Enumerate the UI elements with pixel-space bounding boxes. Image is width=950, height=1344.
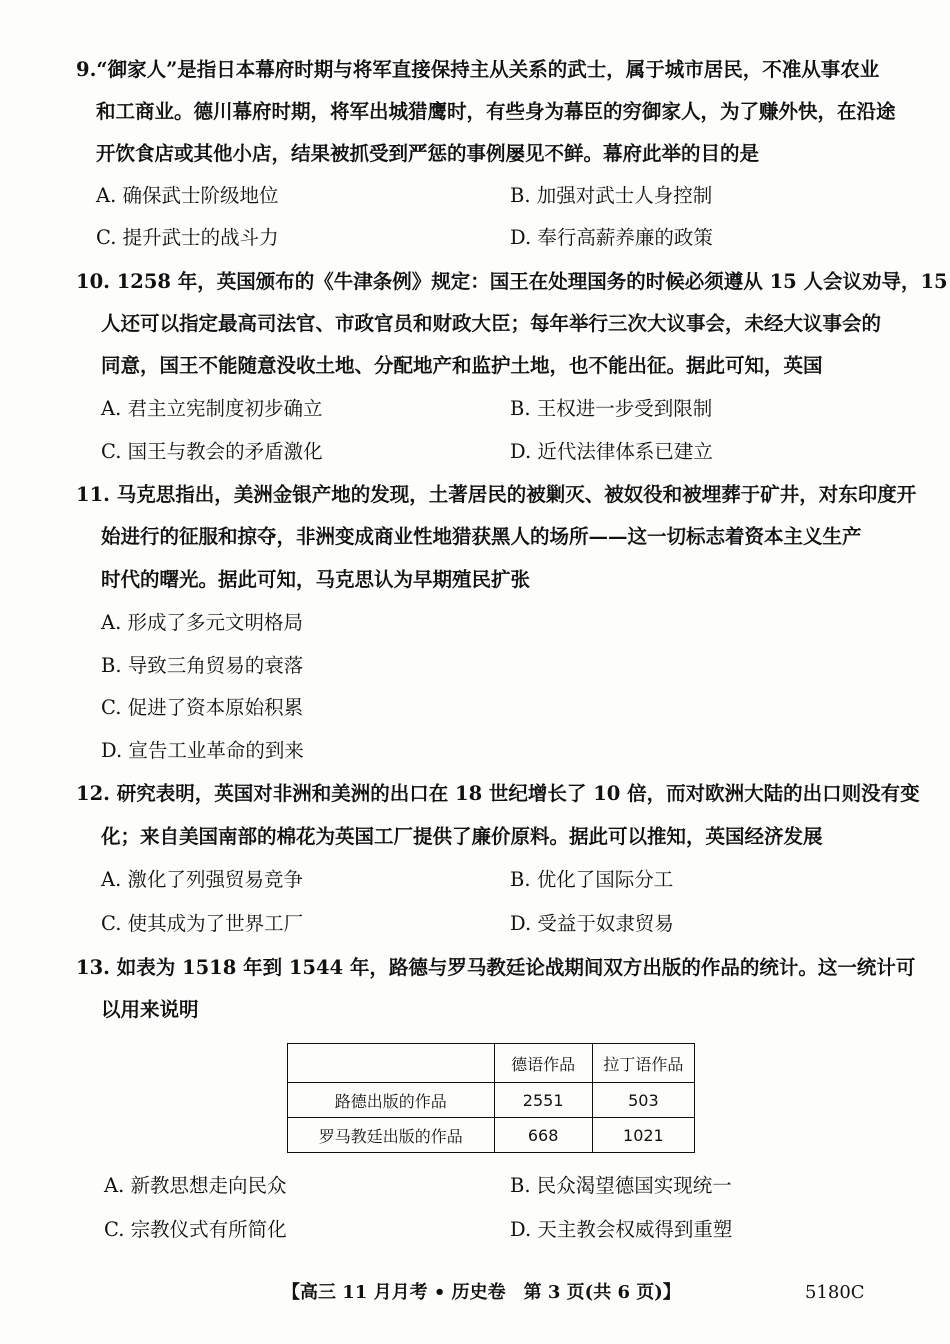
exam-code: 5180C — [805, 1282, 865, 1303]
q11-option-c: C. 促进了资本原始积累 — [101, 696, 304, 719]
table-header-cell: 拉丁语作品 — [592, 1044, 694, 1083]
q13-option-d: D. 天主教会权威得到重塑 — [510, 1218, 733, 1241]
q12-stem-line-1: 12. 研究表明，英国对非洲和美洲的出口在 18 世纪增长了 10 倍，而对欧洲大陆的出口则没有变 — [76, 782, 920, 805]
publication-stats-table — [287, 1043, 695, 1153]
q13-option-c: C. 宗教仪式有所简化 — [104, 1218, 287, 1241]
q11-option-d: D. 宣告工业革命的到来 — [101, 739, 304, 762]
q12-stem-line-2: 化；来自美国南部的棉花为英国工厂提供了廉价原料。据此可以推知，英国经济发展 — [101, 825, 823, 848]
page-footer-label: 【高三 11 月月考 • 历史卷 第 3 页(共 6 页)】 — [282, 1282, 681, 1303]
q13-stem-line-2: 以用来说明 — [101, 998, 199, 1021]
table-cell: 路德出版的作品 — [288, 1083, 495, 1118]
q13-option-b: B. 民众渴望德国实现统一 — [510, 1174, 732, 1197]
q9-stem-line-3: 开饮食店或其他小店，结果被抓受到严惩的事例屡见不鲜。幕府此举的目的是 — [96, 142, 760, 165]
q12-option-c: C. 使其成为了世界工厂 — [101, 912, 304, 935]
q9-stem-line-2: 和工商业。德川幕府时期，将军出城猎鹰时，有些身为幕臣的穷御家人，为了赚外快，在沿途 — [96, 100, 896, 123]
q11-stem-line-2: 始进行的征服和掠夺，非洲变成商业性地猎获黑人的场所——这一切标志着资本主义生产 — [101, 525, 862, 548]
q12-option-d: D. 受益于奴隶贸易 — [510, 912, 674, 935]
q10-option-b: B. 王权进一步受到限制 — [510, 397, 713, 420]
table-cell: 1021 — [592, 1118, 694, 1153]
q13-option-a: A. 新教思想走向民众 — [104, 1174, 287, 1197]
q10-option-a: A. 君主立宪制度初步确立 — [101, 397, 323, 420]
q10-option-c: C. 国王与教会的矛盾激化 — [101, 440, 323, 463]
q11-stem-line-3: 时代的曙光。据此可知，马克思认为早期殖民扩张 — [101, 568, 531, 591]
q11-option-b: B. 导致三角贸易的衰落 — [101, 654, 304, 677]
q10-option-d: D. 近代法律体系已建立 — [510, 440, 713, 463]
q10-stem-line-1: 10. 1258 年，英国颁布的《牛津条例》规定：国王在处理国务的时候必须遵从 15 人会议劝导，15 — [76, 270, 948, 293]
q9-option-c: C. 提升武士的战斗力 — [96, 226, 279, 249]
table-cell: 2551 — [494, 1083, 592, 1118]
q10-stem-line-3: 同意，国王不能随意没收土地、分配地产和监护土地，也不能出征。据此可知，英国 — [101, 354, 823, 377]
q11-stem-line-1: 11. 马克思指出，美洲金银产地的发现，土著居民的被剿灭、被奴役和被埋葬于矿井，对东印度开 — [76, 483, 917, 506]
table-cell: 668 — [494, 1118, 592, 1153]
table-cell: 罗马教廷出版的作品 — [288, 1118, 495, 1153]
q9-option-d: D. 奉行高薪养廉的政策 — [510, 226, 713, 249]
table-row — [288, 1118, 695, 1153]
q10-stem-line-2: 人还可以指定最高司法官、市政官员和财政大臣；每年举行三次大议事会，未经大议事会的 — [101, 312, 882, 335]
q9-stem-line-1: 9.“御家人”是指日本幕府时期与将军直接保持主从关系的武士，属于城市居民，不准从事农业 — [76, 58, 880, 81]
table-row — [288, 1083, 695, 1118]
table-header-cell — [288, 1044, 495, 1083]
q9-option-a: A. 确保武士阶级地位 — [96, 184, 279, 207]
q12-option-a: A. 激化了列强贸易竞争 — [101, 868, 303, 891]
table-cell: 503 — [592, 1083, 694, 1118]
table-header-row — [288, 1044, 695, 1083]
q12-option-b: B. 优化了国际分工 — [510, 868, 674, 891]
q13-stem-line-1: 13. 如表为 1518 年到 1544 年，路德与罗马教廷论战期间双方出版的作品的统计。这一统计可 — [76, 956, 916, 979]
q9-option-b: B. 加强对武士人身控制 — [510, 184, 713, 207]
q11-option-a: A. 形成了多元文明格局 — [101, 611, 303, 634]
table-header-cell: 德语作品 — [494, 1044, 592, 1083]
